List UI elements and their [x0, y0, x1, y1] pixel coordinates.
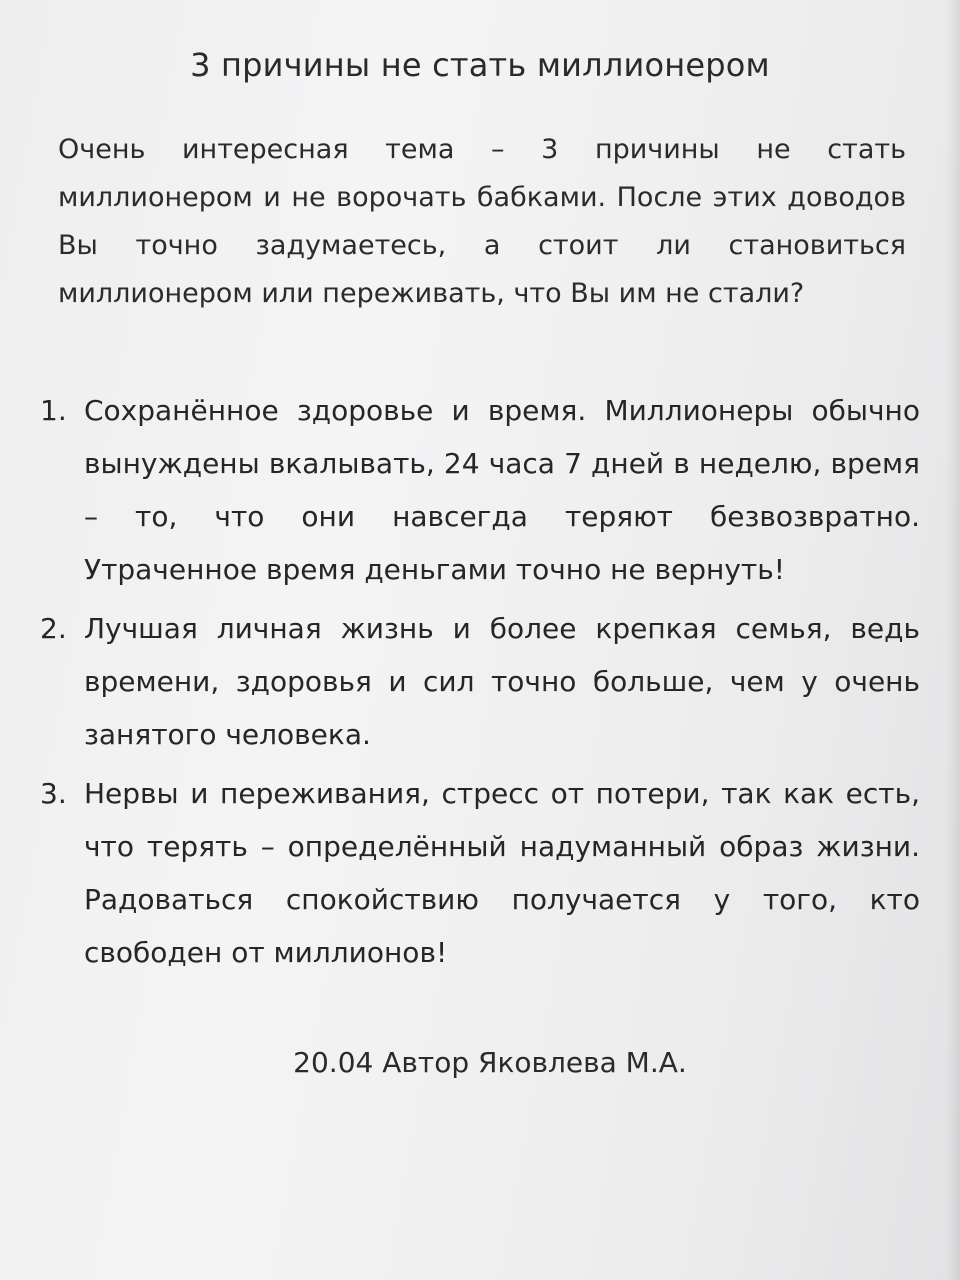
author-signature-line: 20.04 Автор Яковлева М.А. — [293, 1046, 687, 1079]
list-item — [40, 767, 920, 979]
list-item — [40, 602, 920, 761]
list-item-text: Нервы и переживания, стресс от потери, так как есть, что терять – определённый надуманный образ жизни. Радоваться спокойствию получается у того, кто свободен от миллионов! — [84, 777, 920, 969]
reasons-list — [40, 384, 920, 985]
list-item-number: 1. — [40, 394, 67, 427]
list-item-number: 3. — [40, 777, 67, 810]
intro-paragraph: Очень интересная тема – 3 причины не стать миллионером и не ворочать бабками. После этих доводов Вы точно задумаетесь, а стоит ли становиться миллионером или переживать, что Вы им не стали? — [58, 134, 906, 309]
list-item-text: Сохранённое здоровье и время. Миллионеры обычно вынуждены вкалывать, 24 часа 7 дней в неделю, время – то, что они навсегда теряют безвозвратно. Утраченное время деньгами точно не вернуть! — [84, 394, 920, 586]
list-item — [40, 384, 920, 596]
paper-shadow-edge — [946, 0, 960, 1280]
document-title: 3 причины не стать миллионером — [190, 46, 770, 84]
list-item-text: Лучшая личная жизнь и более крепкая семья, ведь времени, здоровья и сил точно больше, чем у очень занятого человека. — [84, 612, 920, 751]
list-item-number: 2. — [40, 612, 67, 645]
